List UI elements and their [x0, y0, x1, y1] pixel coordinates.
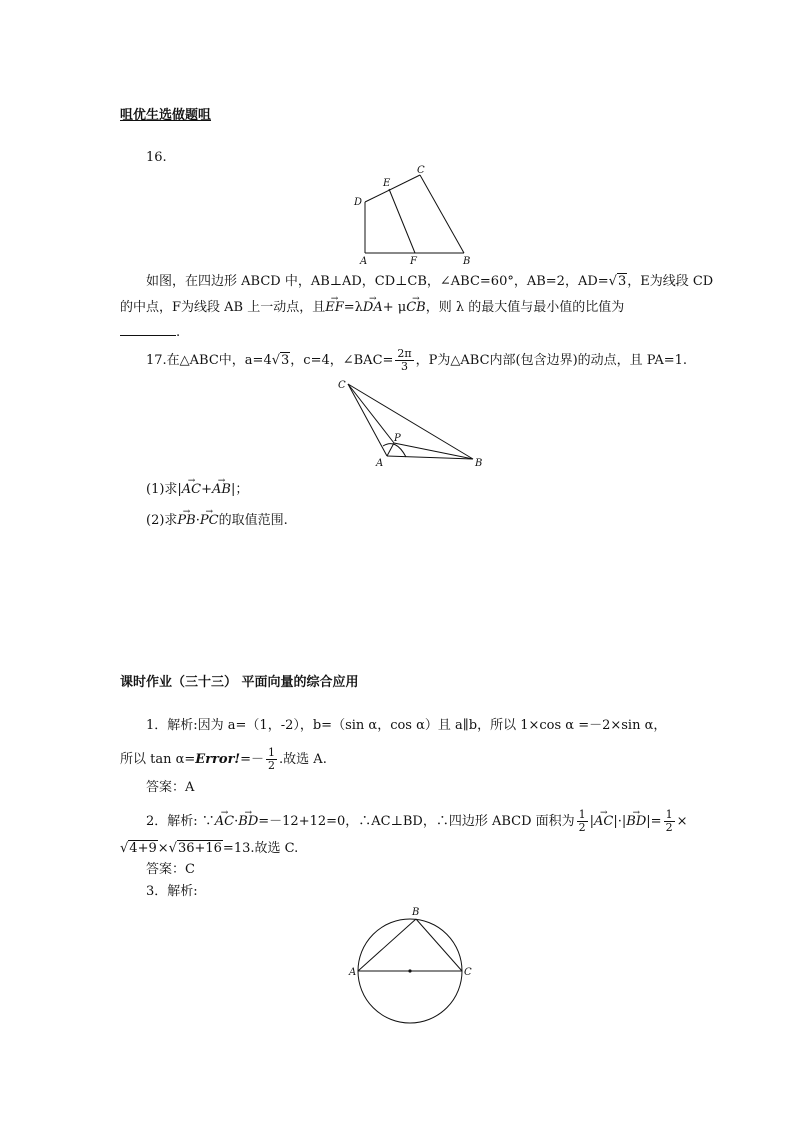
homework-title: 课时作业（三十三） 平面向量的综合应用: [120, 675, 359, 690]
q17-part1: (1)求|→ AC+→ AB|；: [146, 481, 248, 499]
label-f: F: [410, 256, 417, 267]
q16-line1: 如图，在四边形 ABCD 中，AB⊥AD，CD⊥CB，∠ABC=60°，AB=2，AD=√3，E为线段 CD: [146, 274, 714, 289]
section-title: 咀优生选做题咀: [120, 108, 212, 123]
s3-figure: [340, 902, 480, 1032]
label-b: B: [463, 256, 471, 267]
center-point: [408, 969, 411, 972]
segment-cb: [420, 175, 464, 253]
q17-figure: [330, 374, 490, 470]
label-d: D: [354, 197, 363, 208]
q17-stem: 17.在△ABC中，a=4√3，c=4，∠BAC= $\frac{2\pi}{3}$ ，P为△ABC内部(包含边界)的动点，且 PA=1.: [146, 347, 688, 373]
chord-ab: [358, 919, 416, 971]
s2-answer: 答案：C: [146, 862, 195, 877]
q17-part2: (2)求→ PB·→ PC的取值范围.: [146, 512, 288, 530]
segment-cb: [348, 384, 473, 459]
s1-line2: 所以 tan α=Error!=－ $\frac{1}{2}$ .故选 A.: [120, 746, 327, 772]
label-b: B: [412, 907, 420, 918]
s3-label: 3．解析:: [146, 884, 198, 899]
s1-line1: 1．解析:因为 a=（1，-2），b=（sin α，cos α）且 a∥b，所以 1×cos α =－2×sin α，: [146, 718, 667, 733]
q16-line2: 的中点，F为线段 AB 上一动点，且→ EF=λ→ DA+ μ→ CB，则 λ 的最大值与最小值的比值为: [120, 299, 624, 317]
label-a: A: [349, 967, 357, 978]
segment-ef: [389, 189, 415, 253]
q16-number: 16.: [146, 150, 167, 165]
s2-line2: √4+9×√36+16=13.故选 C.: [120, 841, 299, 856]
s2-line1: 2．解析: ∵→ AC·→ BD=－12+12=0，∴AC⊥BD，∴四边形 ABCD 面积为 $\frac{1}{2}$ |→ AC|·|→ BD|= $\frac{1}{2}$ ×: [146, 809, 687, 834]
q17-fraction: $\frac{2\pi}{3}$: [397, 347, 412, 373]
label-c: C: [338, 380, 346, 391]
label-p: P: [394, 433, 401, 444]
label-a: A: [376, 458, 384, 469]
q16-figure: [340, 162, 480, 270]
label-b: B: [475, 458, 483, 469]
label-c: C: [464, 967, 472, 978]
segment-cp: [348, 384, 394, 443]
s1-answer: 答案：A: [146, 780, 195, 795]
answer-blank[interactable]: [120, 323, 176, 336]
label-c: C: [417, 165, 425, 176]
segment-ap: [387, 443, 394, 456]
label-a: A: [360, 256, 368, 267]
label-e: E: [383, 178, 391, 189]
q16-answer-blank: .: [120, 323, 180, 342]
segment-ca: [348, 384, 387, 456]
